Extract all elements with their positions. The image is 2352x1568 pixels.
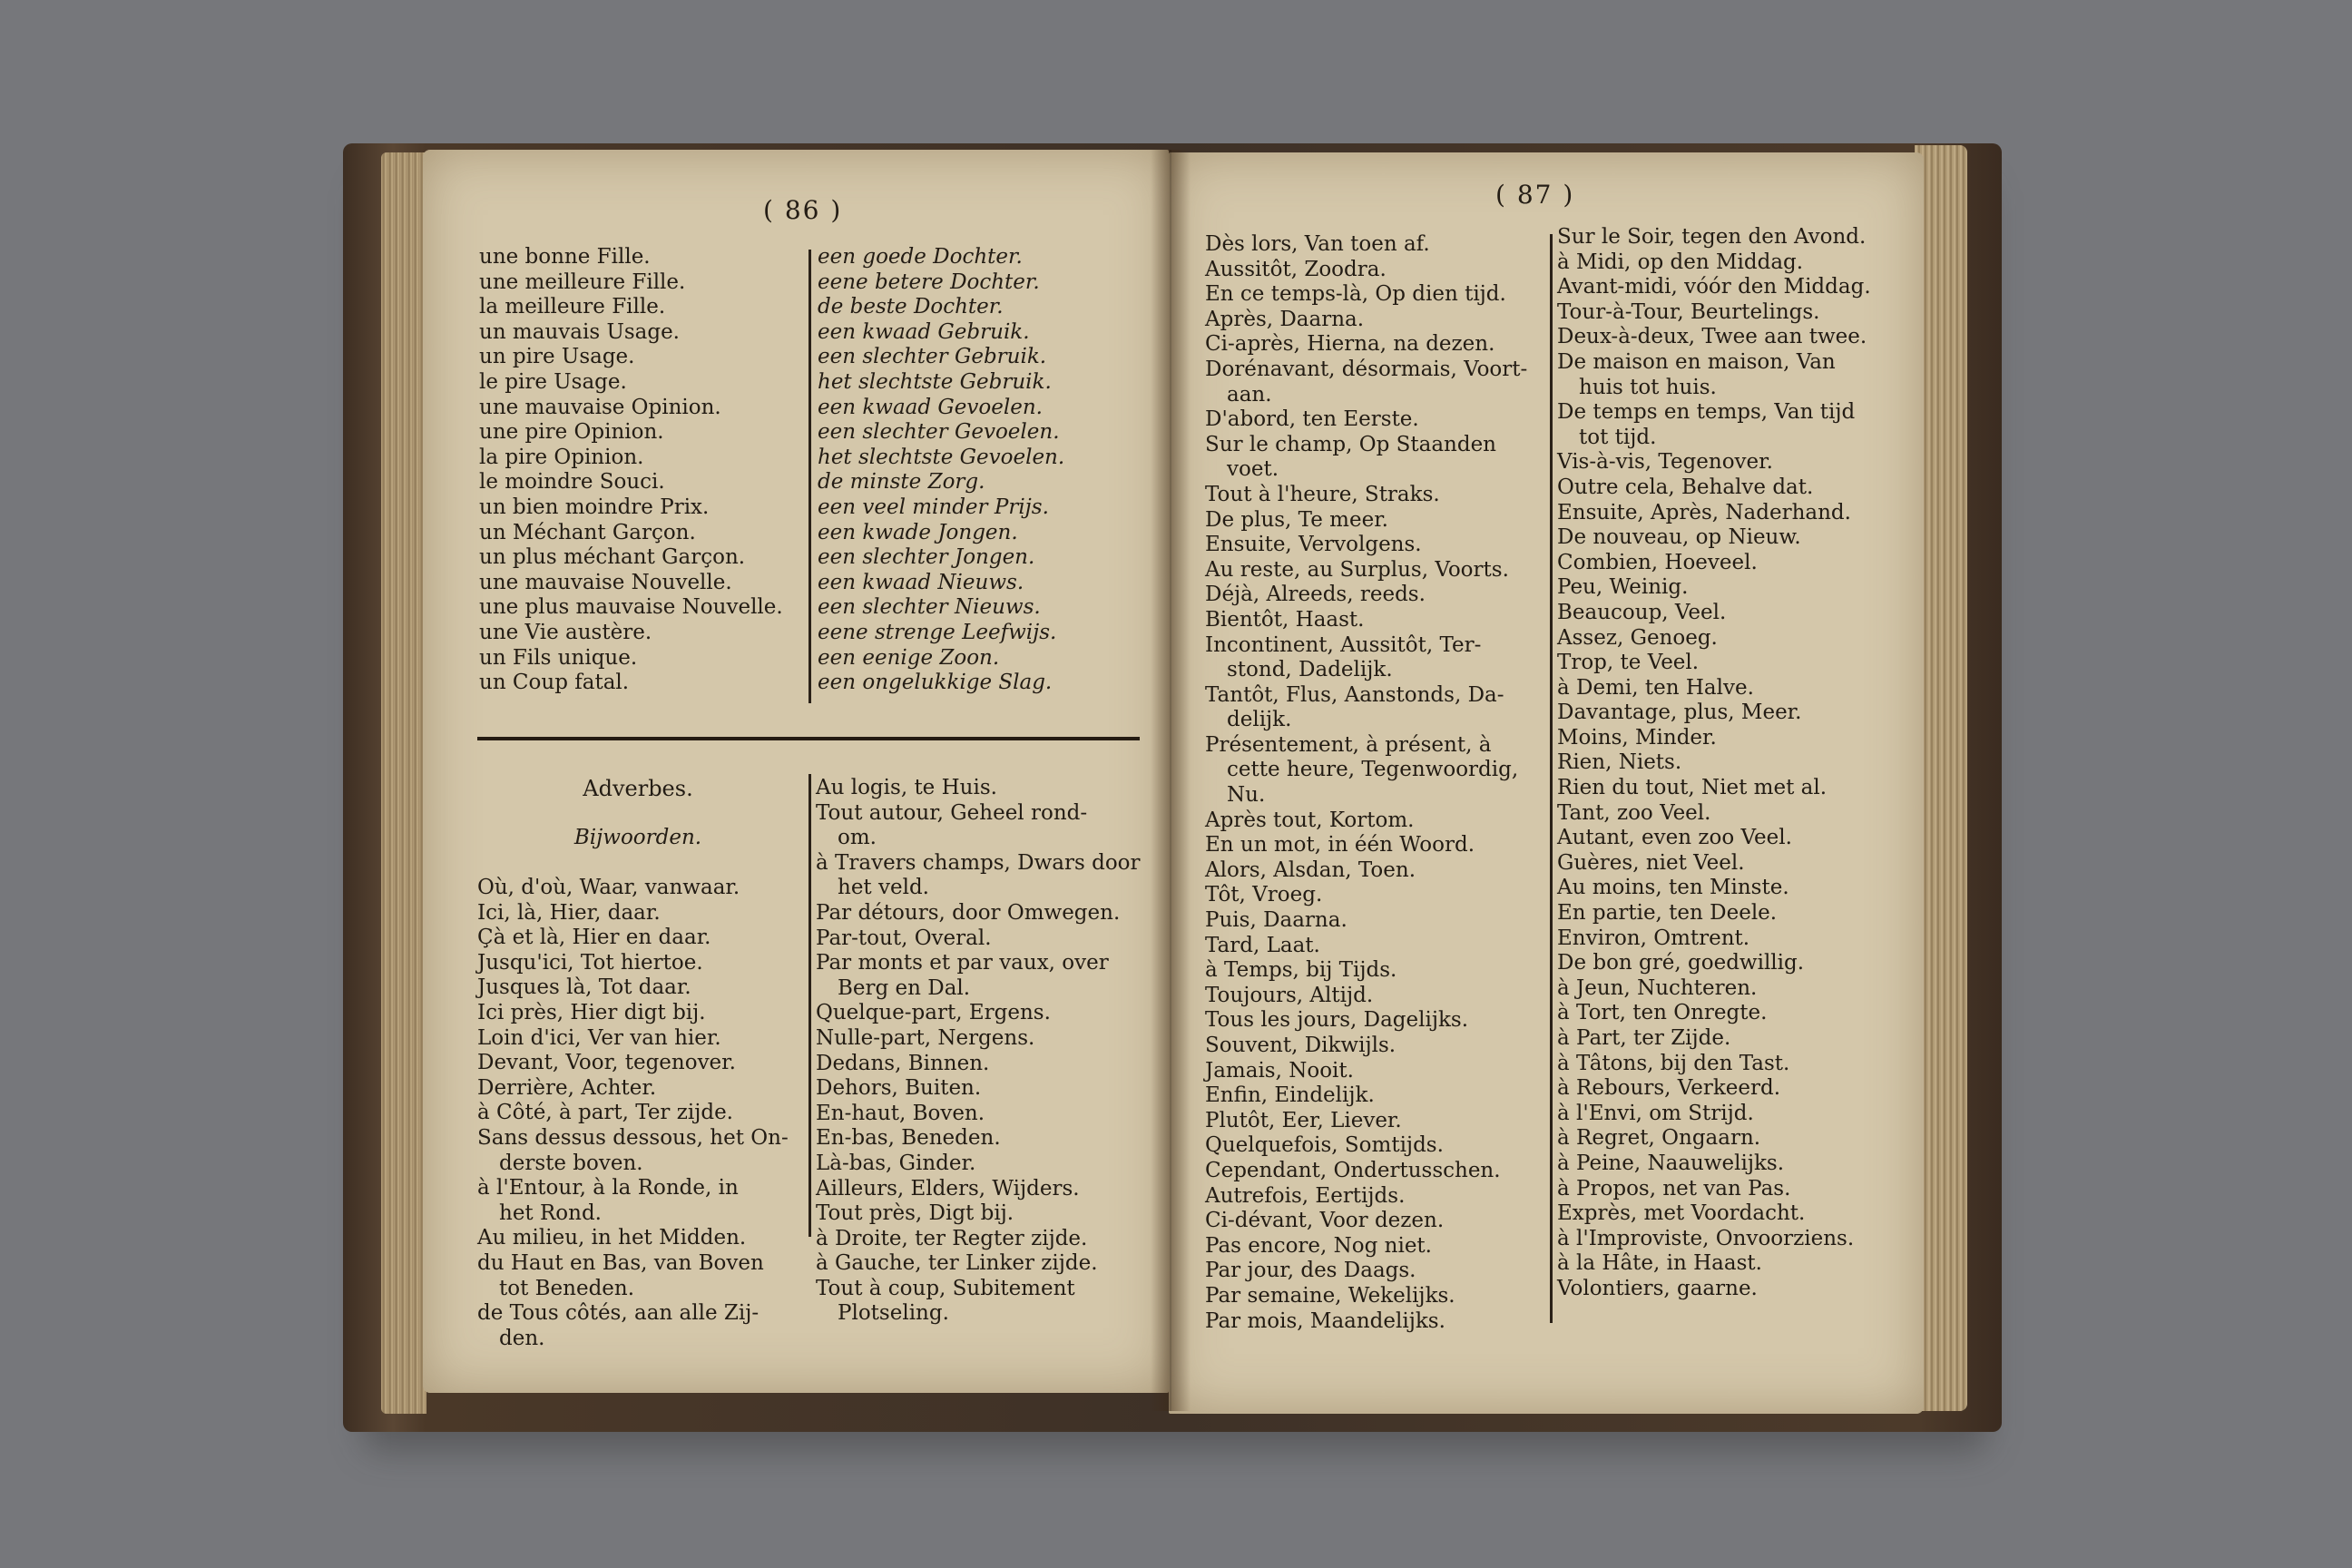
text-line: Ensuite, Vervolgens.	[1205, 533, 1422, 557]
text-line: Peu, Weinig.	[1557, 575, 1689, 600]
text-line: la meilleure Fille.	[479, 295, 666, 319]
section-subtitle: Bijwoorden.	[573, 826, 702, 849]
adverbs-column-1	[477, 876, 806, 1351]
text-line: Combien, Hoeveel.	[1557, 550, 1758, 574]
text-line: De bon gré, goedwillig.	[1557, 951, 1805, 975]
text-line: à Jeun, Nuchteren.	[1557, 975, 1758, 1000]
text-line: Quelque-part, Ergens.	[816, 1001, 1051, 1025]
text-line: Nu.	[1227, 783, 1266, 808]
text-line: à Temps, bij Tijds.	[1205, 958, 1397, 983]
text-line: du Haut en Bas, van Boven	[477, 1250, 764, 1275]
text-line: een slechter Jongen.	[818, 545, 1035, 570]
text-line: Çà et là, Hier en daar.	[477, 926, 711, 950]
text-line: à Propos, net van Pas.	[1557, 1176, 1791, 1200]
text-line: Jamais, Nooit.	[1205, 1058, 1354, 1083]
text-line: Par jour, des Daags.	[1205, 1259, 1416, 1283]
text-line: het slechtste Gebruik.	[818, 369, 1052, 394]
text-line: Dorénavant, désormais, Voort-	[1205, 357, 1528, 381]
text-line: à Part, ter Zijde.	[1557, 1026, 1731, 1050]
text-line: voet.	[1227, 457, 1279, 482]
text-line: eene betere Dochter.	[818, 270, 1040, 294]
text-line: Dedans, Binnen.	[816, 1051, 990, 1075]
text-line: tot tijd.	[1579, 425, 1657, 449]
book-gutter	[1151, 150, 1191, 1411]
text-line: Déjà, Alreeds, reeds.	[1205, 583, 1426, 607]
text-line: Jusques là, Tot daar.	[477, 975, 691, 1000]
comparisons-dutch-column	[818, 245, 1144, 696]
text-line: eene strenge Leefwijs.	[818, 620, 1057, 644]
text-line: Deux-à-deux, Twee aan twee.	[1557, 325, 1867, 349]
text-line: une plus mauvaise Nouvelle.	[479, 595, 783, 620]
text-line: Souvent, Dikwijls.	[1205, 1034, 1396, 1057]
text-line: Par détours, door Omwegen.	[816, 900, 1121, 925]
text-line: à l'Improviste, Onvoorziens.	[1557, 1226, 1855, 1250]
section-rule	[477, 737, 1140, 740]
text-line: een kwaad Nieuws.	[818, 570, 1024, 594]
text-line: Ensuite, Après, Naderhand.	[1557, 500, 1851, 524]
page-edges-left	[381, 152, 426, 1414]
left-page	[423, 150, 1169, 1393]
text-line: Tout à coup, Subitement	[816, 1276, 1075, 1300]
text-line: Tout autour, Geheel rond-	[816, 800, 1088, 825]
text-line: le pire Usage.	[479, 369, 627, 394]
text-line: En-bas, Beneden.	[816, 1126, 1001, 1151]
text-line: Au reste, au Surplus, Voorts.	[1205, 557, 1509, 582]
text-line: een veel minder Prijs.	[818, 495, 1049, 519]
text-line: Tout près, Digt bij.	[816, 1201, 1014, 1226]
text-line: Par mois, Maandelijks.	[1205, 1308, 1446, 1333]
text-line: Toujours, Altijd.	[1205, 983, 1374, 1007]
text-line: delijk.	[1227, 708, 1292, 732]
text-line: Quelquefois, Somtijds.	[1205, 1133, 1444, 1158]
text-line: Moins, Minder.	[1557, 725, 1717, 750]
text-line: à l'Envi, om Strijd.	[1557, 1101, 1754, 1125]
text-line: Vis-à-vis, Tegenover.	[1557, 450, 1773, 475]
text-line: un Méchant Garçon.	[479, 520, 696, 544]
text-line: cette heure, Tegenwoordig,	[1227, 758, 1519, 782]
text-line: Tout à l'heure, Straks.	[1205, 482, 1440, 506]
text-line: Guères, niet Veel.	[1557, 850, 1745, 875]
text-line: het slechtste Gevoelen.	[818, 445, 1065, 469]
text-line: Sur le Soir, tegen den Avond.	[1557, 225, 1867, 249]
text-line: Incontinent, Aussitôt, Ter-	[1205, 632, 1482, 657]
text-line: Cependant, Ondertusschen.	[1205, 1158, 1501, 1182]
page-number: ( 86 )	[763, 195, 843, 225]
text-line: Plotseling.	[838, 1301, 949, 1326]
text-line: Après tout, Kortom.	[1205, 808, 1415, 832]
text-line: tot Beneden.	[499, 1276, 635, 1300]
text-line: Ici, là, Hier, daar.	[477, 900, 661, 925]
text-line: à Regret, Ongaarn.	[1557, 1126, 1761, 1151]
text-line: Dès lors, Van toen af.	[1205, 232, 1430, 256]
text-line: Loin d'ici, Ver van hier.	[477, 1025, 721, 1050]
text-line: een slechter Gevoelen.	[818, 420, 1060, 445]
text-line: D'abord, ten Eerste.	[1205, 407, 1419, 432]
comparisons-french-column	[479, 245, 788, 696]
column-divider	[808, 774, 811, 1237]
text-line: de minste Zorg.	[818, 470, 985, 495]
text-line: Tard, Laat.	[1205, 933, 1320, 957]
text-line: een kwaad Gebruik.	[818, 319, 1030, 344]
text-line: En ce temps-là, Op dien tijd.	[1205, 282, 1506, 307]
text-line: Ici près, Hier digt bij.	[477, 1000, 706, 1024]
text-line: Autrefois, Eertijds.	[1205, 1183, 1406, 1208]
text-line: Autant, even zoo Veel.	[1557, 826, 1792, 850]
text-line: Alors, Alsdan, Toen.	[1205, 858, 1416, 882]
text-line: un Coup fatal.	[479, 671, 630, 695]
text-line: Ailleurs, Elders, Wijders.	[816, 1176, 1080, 1200]
column-divider	[808, 250, 811, 703]
text-line: een slechter Gebruik.	[818, 345, 1047, 369]
text-line: Enfin, Eindelijk.	[1205, 1083, 1375, 1108]
text-line: de beste Dochter.	[818, 295, 1004, 319]
text-line: à Côté, à part, Ter zijde.	[477, 1101, 733, 1125]
text-line: à Tâtons, bij den Tast.	[1557, 1051, 1790, 1075]
text-line: Ci-dévant, Voor dezen.	[1205, 1209, 1445, 1233]
text-line: Beaucoup, Veel.	[1557, 600, 1727, 624]
text-line: une Vie austère.	[479, 620, 652, 644]
text-line: à l'Entour, à la Ronde, in	[477, 1176, 739, 1200]
text-line: het veld.	[838, 876, 929, 900]
text-line: un mauvais Usage.	[479, 319, 680, 344]
text-line: Par semaine, Wekelijks.	[1205, 1283, 1455, 1308]
adverbs-time-column	[1205, 232, 1568, 1334]
text-line: huis tot huis.	[1579, 375, 1717, 399]
text-line: Au logis, te Huis.	[816, 776, 997, 799]
page-number: ( 87 )	[1495, 180, 1575, 210]
text-line: De plus, Te meer.	[1205, 507, 1388, 532]
text-line: un bien moindre Prix.	[479, 495, 710, 519]
section-title: Adverbes.	[583, 776, 693, 801]
text-line: De nouveau, op Nieuw.	[1557, 525, 1801, 550]
text-line: derste boven.	[499, 1151, 643, 1175]
text-line: een eenige Zoon.	[818, 645, 1000, 670]
text-line: Aussitôt, Zoodra.	[1205, 257, 1387, 281]
text-line: un plus méchant Garçon.	[479, 545, 746, 570]
adverbs-quantity-column	[1557, 225, 1916, 1302]
text-line: Trop, te Veel.	[1557, 651, 1700, 675]
text-line: la pire Opinion.	[479, 445, 644, 469]
text-line: De temps en temps, Van tijd	[1557, 400, 1856, 425]
text-line: Bientôt, Haast.	[1205, 607, 1365, 632]
text-line: à Demi, ten Halve.	[1557, 675, 1754, 700]
text-line: Davantage, plus, Meer.	[1557, 701, 1802, 725]
text-line: Outre cela, Behalve dat.	[1557, 475, 1814, 499]
text-line: de Tous côtés, aan alle Zij-	[477, 1301, 760, 1326]
text-line: un pire Usage.	[479, 345, 635, 369]
text-line: à la Hâte, in Haast.	[1557, 1251, 1762, 1276]
text-line: een goede Dochter.	[818, 245, 1023, 269]
text-line: En un mot, in één Woord.	[1205, 833, 1475, 858]
text-line: à Tort, ten Onregte.	[1557, 1001, 1768, 1025]
text-line: Tôt, Vroeg.	[1205, 883, 1323, 907]
text-line: Jusqu'ici, Tot hiertoe.	[477, 950, 703, 975]
text-line: Tantôt, Flus, Aanstonds, Da-	[1205, 682, 1504, 707]
text-line: Puis, Daarna.	[1205, 908, 1348, 933]
text-line: een slechter Nieuws.	[818, 595, 1041, 620]
text-line: stond, Dadelijk.	[1227, 658, 1393, 682]
text-line: Exprès, met Voordacht.	[1557, 1201, 1806, 1226]
text-line: Berg en Dal.	[838, 975, 971, 1000]
text-line: Derrière, Achter.	[477, 1075, 657, 1100]
text-line: Plutôt, Eer, Liever.	[1205, 1108, 1402, 1132]
text-line: Là-bas, Ginder.	[816, 1151, 976, 1175]
text-line: Présentement, à présent, à	[1205, 732, 1492, 757]
text-line: Par-tout, Overal.	[816, 926, 992, 950]
text-line: Volontiers, gaarne.	[1557, 1276, 1758, 1300]
text-line: Tant, zoo Veel.	[1557, 800, 1711, 825]
text-line: à Rebours, Verkeerd.	[1557, 1076, 1781, 1101]
text-line: om.	[838, 826, 877, 850]
text-line: Rien, Niets.	[1557, 750, 1682, 775]
text-line: Sans dessus dessous, het On-	[477, 1125, 789, 1150]
text-line: une meilleure Fille.	[479, 270, 686, 294]
text-line: une mauvaise Opinion.	[479, 395, 721, 419]
text-line: Par monts et par vaux, over	[816, 951, 1109, 975]
text-line: een ongelukkige Slag.	[818, 671, 1053, 695]
text-line: une bonne Fille.	[479, 245, 651, 269]
text-line: Tous les jours, Dagelijks.	[1205, 1008, 1469, 1033]
text-line: Ci-après, Hierna, na dezen.	[1205, 332, 1495, 357]
text-line: En partie, ten Deele.	[1557, 901, 1778, 926]
text-line: Où, d'où, Waar, vanwaar.	[477, 876, 740, 899]
text-line: Nulle-part, Nergens.	[816, 1025, 1035, 1050]
text-line: Rien du tout, Niet met al.	[1557, 776, 1828, 800]
text-line: Dehors, Buiten.	[816, 1076, 982, 1101]
text-line: aan.	[1227, 382, 1272, 407]
text-line: Environ, Omtrent.	[1557, 926, 1750, 950]
text-line: Pas encore, Nog niet.	[1205, 1233, 1432, 1258]
adverbs-column-2	[816, 776, 1152, 1327]
text-line: à Midi, op den Middag.	[1557, 250, 1804, 274]
text-line: Devant, Voor, tegenover.	[477, 1051, 736, 1075]
right-page	[1169, 152, 1924, 1414]
text-line: Au moins, ten Minste.	[1557, 876, 1789, 900]
text-line: à Droite, ter Regter zijde.	[816, 1226, 1088, 1250]
text-line: à Gauche, ter Linker zijde.	[816, 1251, 1098, 1276]
text-line: une mauvaise Nouvelle.	[479, 570, 732, 594]
text-line: une pire Opinion.	[479, 420, 664, 445]
text-line: à Travers champs, Dwars door	[816, 850, 1141, 875]
text-line: Avant-midi, vóór den Middag.	[1557, 275, 1871, 299]
text-line: den.	[499, 1326, 545, 1350]
text-line: Tour-à-Tour, Beurtelings.	[1557, 299, 1820, 324]
column-divider	[1550, 234, 1553, 1323]
text-line: De maison en maison, Van	[1557, 349, 1836, 374]
text-line: een kwaad Gevoelen.	[818, 395, 1043, 419]
text-line: le moindre Souci.	[479, 470, 665, 495]
text-line: Assez, Genoeg.	[1557, 625, 1718, 650]
text-line: En-haut, Boven.	[816, 1101, 985, 1125]
text-line: een kwade Jongen.	[818, 520, 1018, 544]
text-line: à Peine, Naauwelijks.	[1557, 1151, 1785, 1175]
text-line: het Rond.	[499, 1200, 602, 1225]
text-line: Au milieu, in het Midden.	[477, 1226, 747, 1250]
text-line: un Fils unique.	[479, 645, 638, 670]
text-line: Sur le champ, Op Staanden	[1205, 432, 1496, 456]
text-line: Après, Daarna.	[1205, 307, 1365, 331]
